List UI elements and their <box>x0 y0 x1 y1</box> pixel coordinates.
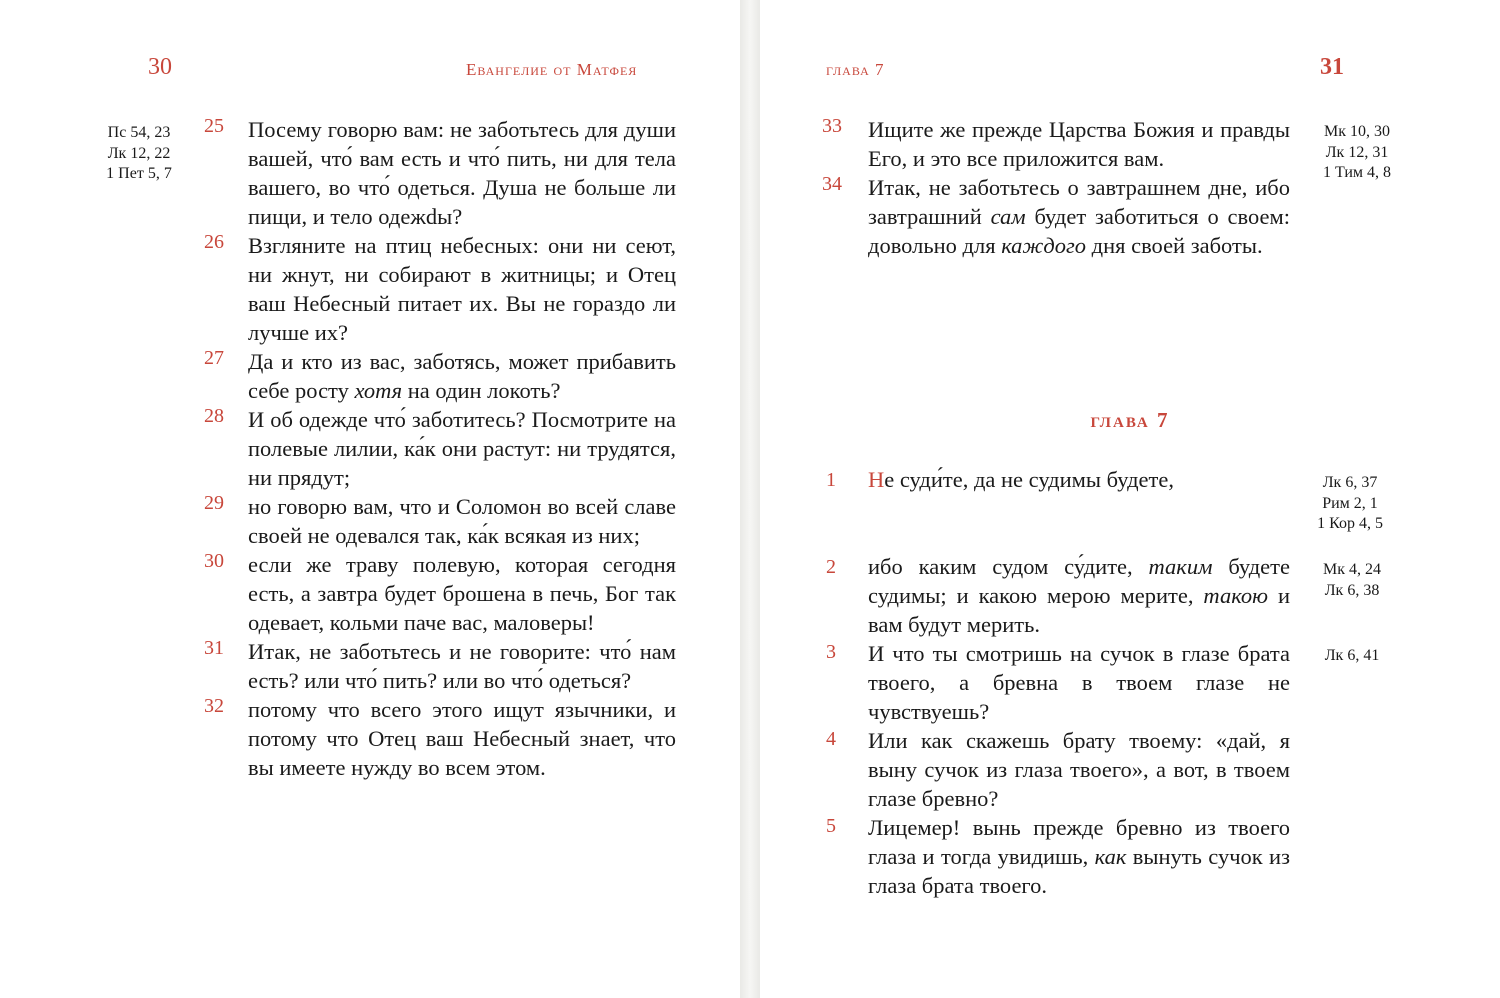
drop-cap: Н <box>868 467 885 492</box>
verses-right-bottom <box>822 552 1290 900</box>
running-head-right: глава 7 <box>826 60 885 79</box>
verse-number: 3 <box>826 641 836 663</box>
verse-text: Итак, не заботьтесь и не говорите: что́ нам есть? или что́ пить? или во что́ одеться? <box>248 639 676 693</box>
verse-number: 2 <box>826 556 836 578</box>
left-page <box>0 0 740 998</box>
verse-text: Лицемер! вынь прежде бревно из твоего глаза и тогда увидишь, как вынуть сучок из глаза брата твоего. <box>868 815 1290 898</box>
verse-number: 29 <box>204 492 224 514</box>
verse-number: 25 <box>204 115 224 137</box>
page-number-right: 31 <box>1320 54 1344 80</box>
verse-text: И об одежде что́ заботитесь? Посмотрите на полевые лилии, ка́к они растут: ни трудятся, ни прядут; <box>248 407 676 490</box>
verse-text: если же траву полевую, которая сегодня есть, а завтра будет брошена в печь, Бог так одевает, кольми паче вас, маловеры! <box>248 552 676 635</box>
verse-33 <box>822 115 1290 173</box>
verse-number: 30 <box>204 550 224 572</box>
verses-left <box>204 115 676 782</box>
verse-number: 26 <box>204 231 224 253</box>
verse-number: 33 <box>822 115 842 137</box>
verse-text: И что ты смотришь на сучок в глазе брата твоего, а бревна в твоем глазе не чувствуешь? <box>868 641 1290 724</box>
verse-3 <box>822 639 1290 726</box>
verse-text: но говорю вам, что и Соломон во всей славе своей не одевался так, ка́к всякая из них; <box>248 494 676 548</box>
page-number-left: 30 <box>148 54 172 80</box>
verses-right-top <box>822 115 1290 260</box>
verse-number: 32 <box>204 695 224 717</box>
verse-28 <box>204 405 676 492</box>
right-page <box>760 0 1500 998</box>
verse-number: 34 <box>822 173 842 195</box>
verse-number: 5 <box>826 815 836 837</box>
verse-number: 31 <box>204 637 224 659</box>
verse-number: 28 <box>204 405 224 427</box>
verse-27 <box>204 347 676 405</box>
verse-25 <box>204 115 676 231</box>
verse-text: Да и кто из вас, заботясь, может прибавить себе росту хотя на один локоть? <box>248 349 676 403</box>
verse-text: Или как скажешь брату твоему: «дай, я выну сучок из глаза твоего», а вот, в твоем глазе бревно? <box>868 728 1290 811</box>
margin-refs-v33: Мк 10, 30 Лк 12, 31 1 Тим 4, 8 <box>1322 123 1392 181</box>
verse-31 <box>204 637 676 695</box>
verse-1 <box>822 465 1290 494</box>
verse-text: потому что всего этого ищут язычники, и потому что Отец ваш Небесный знает, что вы имеете нужду во всем этом. <box>248 697 676 780</box>
verse-text: Посему говорю вам: не заботьтесь для души вашей, что́ вам есть и что́ пить, ни для тела вашего, во что́ одеться. Душа не больше ли пищи, и тело одежdы? <box>248 117 676 229</box>
verse-text: Взгляните на птиц небесных: они ни сеют, ни жнут, ни собирают в житницы; и Отец ваш Небесный питает их. Вы не гораздо ли лучше их? <box>248 233 676 345</box>
margin-refs-v1: Лк 6, 37 Рим 2, 1 1 Кор 4, 5 <box>1317 474 1383 532</box>
verses-right-v1 <box>822 465 1290 494</box>
verse-number: 27 <box>204 347 224 369</box>
verse-26 <box>204 231 676 347</box>
running-head-left: Евангелие от Матфея <box>466 60 638 79</box>
margin-refs-v2: Мк 4, 24 Лк 6, 38 <box>1323 561 1381 599</box>
verse-29 <box>204 492 676 550</box>
verse-number: 4 <box>826 728 836 750</box>
verse-number: 1 <box>826 469 836 491</box>
margin-refs-v3: Лк 6, 41 <box>1324 647 1380 664</box>
verse-5 <box>822 813 1290 900</box>
chapter-heading: глава 7 <box>1090 408 1170 432</box>
verse-text: Итак, не заботьтесь о завтрашнем дне, ибо завтрашний сам будет заботиться о своем: довольно для каждого дня своей заботы. <box>868 175 1290 258</box>
verse-text: ибо каким судом су́дите, таким будете судимы; и какою мерою мерите, такою и вам будут мерить. <box>868 554 1290 637</box>
verse-30 <box>204 550 676 637</box>
verse-text: Не суди́те, да не судимы будете, <box>868 467 1174 492</box>
margin-refs-v25: Пс 54, 23 Лк 12, 22 1 Пет 5, 7 <box>106 124 172 182</box>
verse-32 <box>204 695 676 782</box>
book-gutter <box>740 0 760 998</box>
verse-2 <box>822 552 1290 639</box>
verse-34 <box>822 173 1290 260</box>
verse-text: Ищите же прежде Царства Божия и правды Его, и это все приложится вам. <box>868 117 1290 171</box>
verse-4 <box>822 726 1290 813</box>
